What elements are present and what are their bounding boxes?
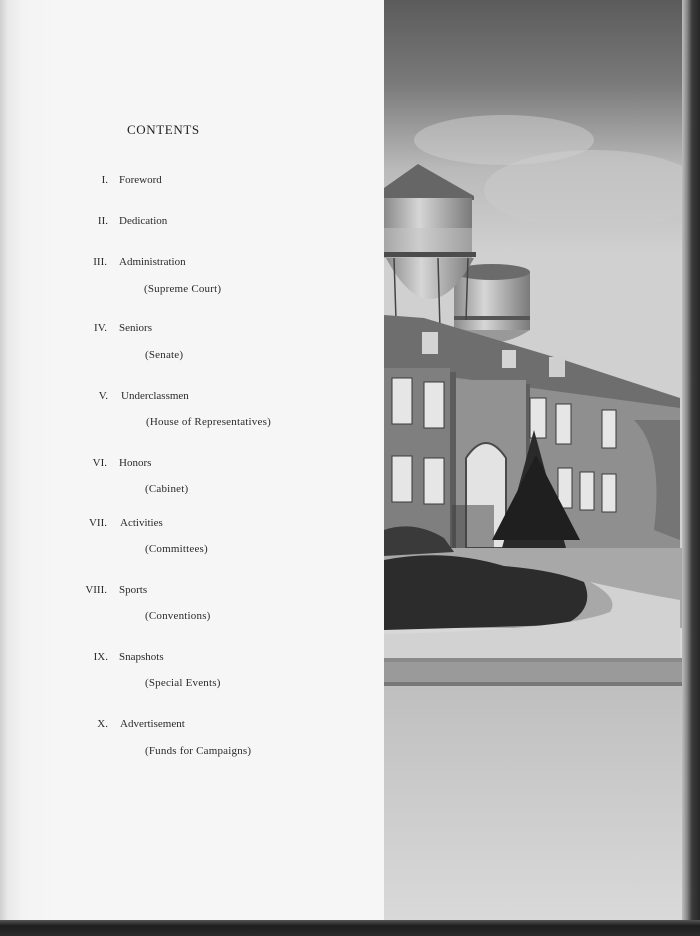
toc-label-advertisement: Advertisement — [120, 718, 185, 730]
building-photo-illustration — [384, 0, 682, 920]
toc-numeral-10: X. — [97, 718, 108, 730]
book-bottom-edge — [0, 920, 700, 936]
toc-label-administration: Administration — [119, 256, 186, 268]
toc-label-sports: Sports — [119, 584, 148, 596]
toc-numeral-1: I. — [101, 174, 108, 186]
toc-sub-house-of-representatives: (House of Representatives) — [146, 416, 271, 428]
toc-numeral-8: VIII. — [85, 584, 107, 596]
toc-sub-conventions: (Conventions) — [145, 610, 211, 622]
toc-numeral-4: IV. — [94, 322, 107, 334]
toc-label-dedication: Dedication — [119, 215, 168, 227]
toc-label-snapshots: Snapshots — [119, 651, 164, 663]
toc-sub-supreme-court: (Supreme Court) — [144, 283, 222, 295]
campus-photo — [384, 0, 682, 920]
toc-sub-special-events: (Special Events) — [145, 677, 221, 689]
toc-sub-funds-for-campaigns: (Funds for Campaigns) — [145, 745, 252, 757]
toc-sub-cabinet: (Cabinet) — [145, 483, 189, 495]
toc-numeral-5: V. — [98, 390, 108, 402]
toc-numeral-6: VI. — [92, 457, 107, 469]
toc-label-underclassmen: Underclassmen — [121, 390, 189, 402]
toc-label-foreword: Foreword — [119, 174, 162, 186]
page-title: CONTENTS — [127, 122, 200, 137]
toc-numeral-7: VII. — [88, 517, 107, 529]
toc-label-honors: Honors — [119, 457, 152, 469]
book-spine — [682, 0, 700, 922]
toc-label-activities: Activities — [120, 517, 163, 529]
toc-numeral-2: II. — [97, 215, 108, 227]
toc-numeral-9: IX. — [93, 651, 108, 663]
toc-label-seniors: Seniors — [119, 322, 152, 334]
toc-sub-committees: (Committees) — [145, 543, 208, 555]
toc-sub-senate: (Senate) — [145, 349, 184, 361]
toc-numeral-3: III. — [93, 256, 107, 268]
